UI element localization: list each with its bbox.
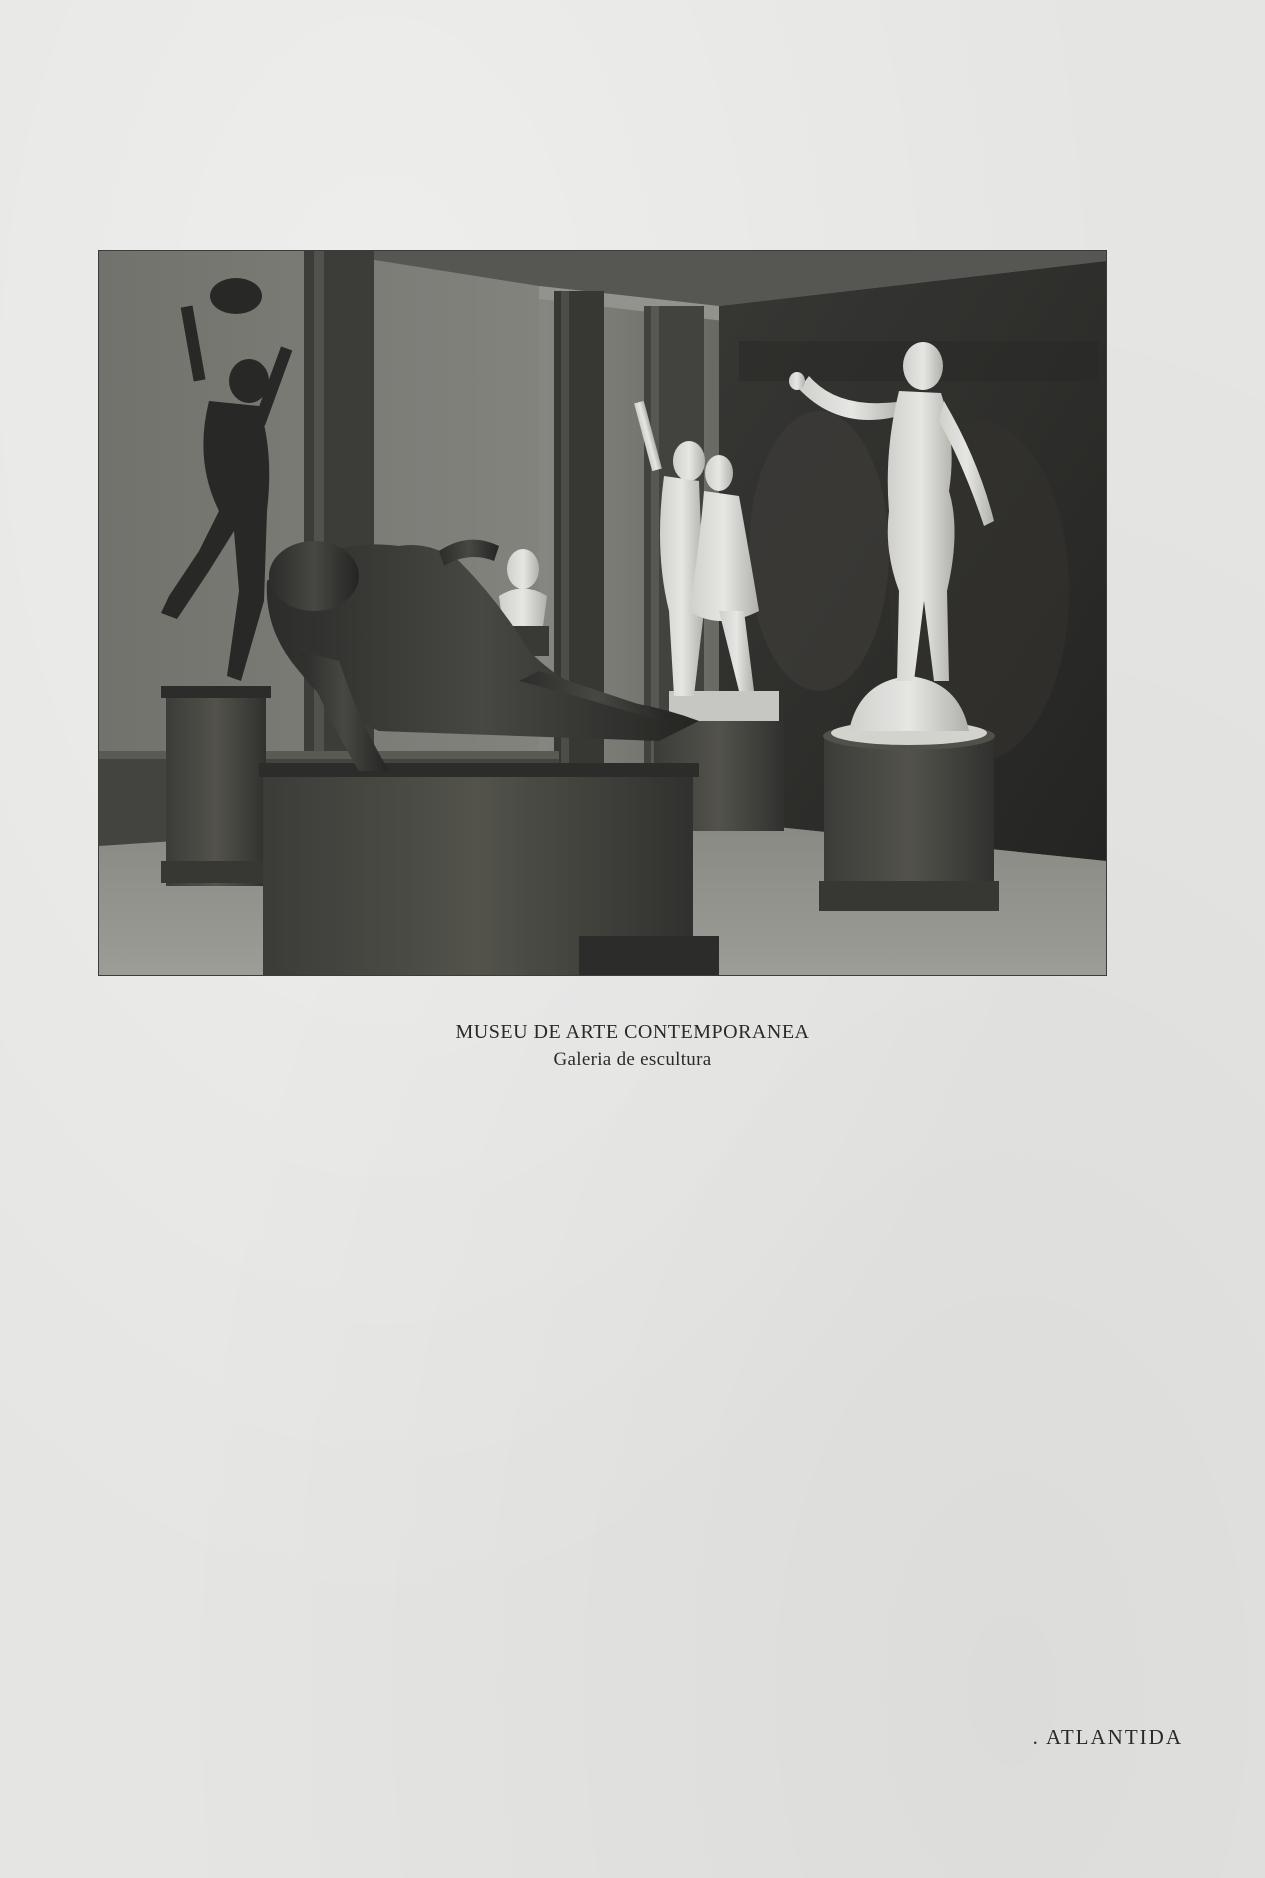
caption-subtitle: Galeria de escultura <box>553 1049 712 1070</box>
photograph-plate <box>99 251 1106 975</box>
publication-mark: . ATLANTIDA <box>1032 1725 1183 1749</box>
photo-caption <box>0 1018 1265 1074</box>
caption-title: MUSEU DE ARTE CONTEMPORANEA <box>455 1021 810 1043</box>
sculpture-gallery-photo <box>99 251 1106 975</box>
